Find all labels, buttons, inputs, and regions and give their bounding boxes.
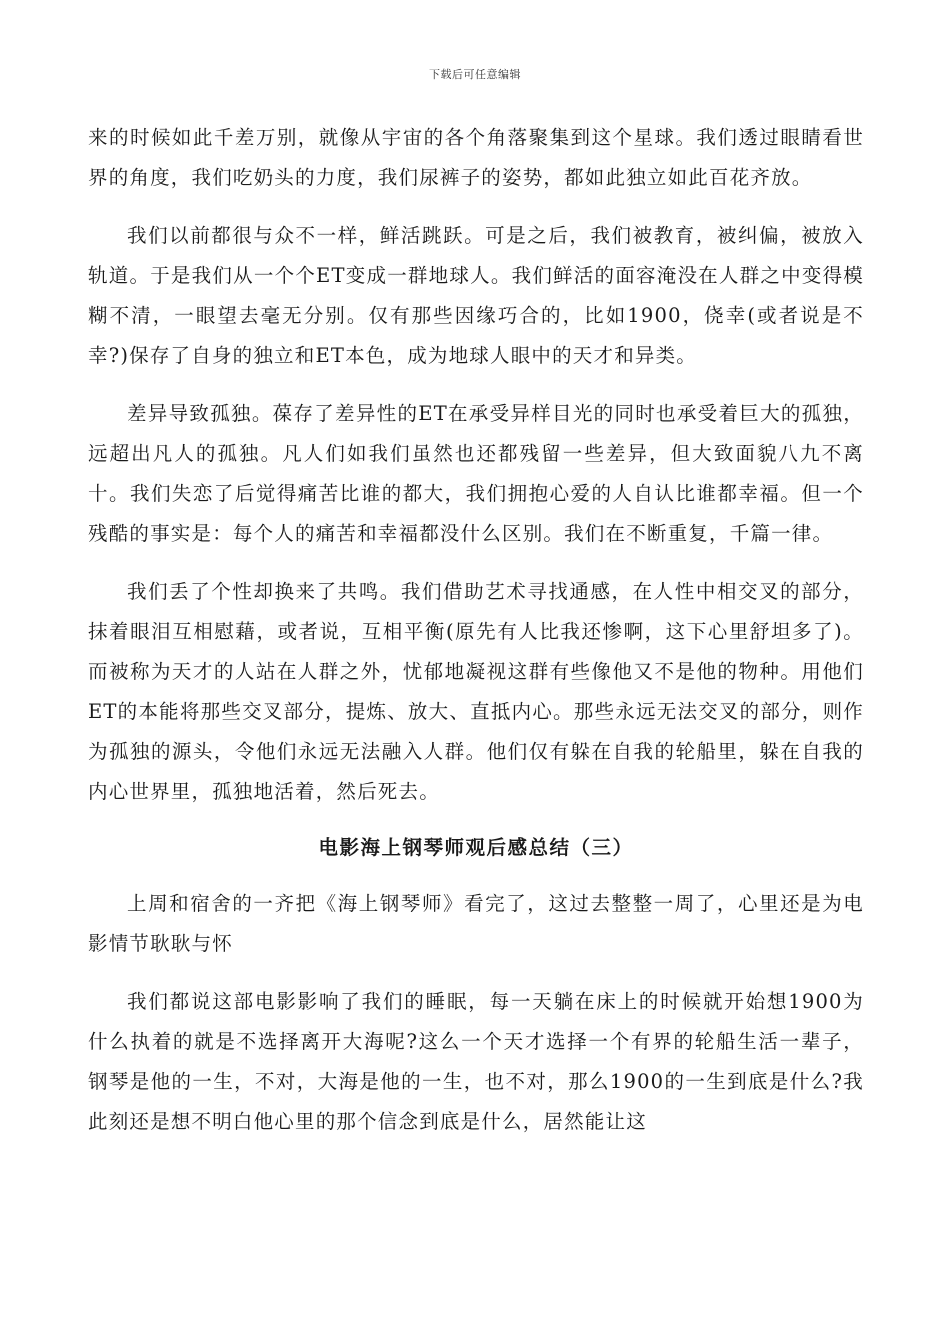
paragraph-2: 我们以前都很与众不一样，鲜活跳跃。可是之后，我们被教育，被纠偏，被放入轨道。于是我们从一个个ET变成一群地球人。我们鲜活的面容淹没在人群之中变得模糊不清，一眼望去毫无分别。仅有那些因缘巧合的，比如1900，侥幸(或者说是不幸?)保存了自身的独立和ET本色，成为地球人眼中的天才和异类。	[88, 224, 864, 367]
document-body	[88, 118, 864, 1142]
paragraph-spacer	[88, 868, 864, 884]
paragraph-4: 我们丢了个性却换来了共鸣。我们借助艺术寻找通感，在人性中相交叉的部分，抹着眼泪互相慰藉，或者说，互相平衡(原先有人比我还惨啊，这下心里舒坦多了)。而被称为天才的人站在人群之外，忧郁地凝视这群有些像他又不是他的物种。用他们ET的本能将那些交叉部分，提炼、放大、直抵内心。那些永远无法交叉的部分，则作为孤独的源头，令他们永远无法融入人群。他们仅有躲在自我的轮船里，躲在自我的内心世界里，孤独地活着，然后死去。	[88, 580, 864, 803]
paragraph-3: 差异导致孤独。葆存了差异性的ET在承受异样目光的同时也承受着巨大的孤独，远超出凡人的孤独。凡人们如我们虽然也还都残留一些差异，但大致面貌八九不离十。我们失恋了后觉得痛苦比谁的都大，我们拥抱心爱的人自认比谁都幸福。但一个残酷的事实是：每个人的痛苦和幸福都没什么区别。我们在不断重复，千篇一律。	[88, 402, 864, 545]
page-header: 下载后可任意编辑	[429, 68, 521, 81]
paragraph-spacer	[88, 376, 864, 394]
paragraph-spacer	[88, 198, 864, 216]
paragraph-5: 上周和宿舍的一齐把《海上钢琴师》看完了，这过去整整一周了，心里还是为电影情节耿耿与怀	[88, 892, 864, 955]
paragraph-spacer	[88, 554, 864, 572]
paragraph-6: 我们都说这部电影影响了我们的睡眠，每一天躺在床上的时候就开始想1900为什么执着的就是不选择离开大海呢?这么一个天才选择一个有界的轮船生活一辈子，钢琴是他的一生，不对，大海是他的一生，也不对，那么1900的一生到底是什么?我此刻还是想不明白他心里的那个信念到底是什么，居然能让这	[88, 990, 864, 1133]
paragraph-1: 来的时候如此千差万别，就像从宇宙的各个角落聚集到这个星球。我们透过眼睛看世界的角度，我们吃奶头的力度，我们尿裤子的姿势，都如此独立如此百花齐放。	[88, 126, 864, 189]
paragraph-spacer	[88, 964, 864, 982]
section-heading: 电影海上钢琴师观后感总结（三）	[318, 836, 634, 859]
paragraph-spacer	[88, 812, 864, 828]
